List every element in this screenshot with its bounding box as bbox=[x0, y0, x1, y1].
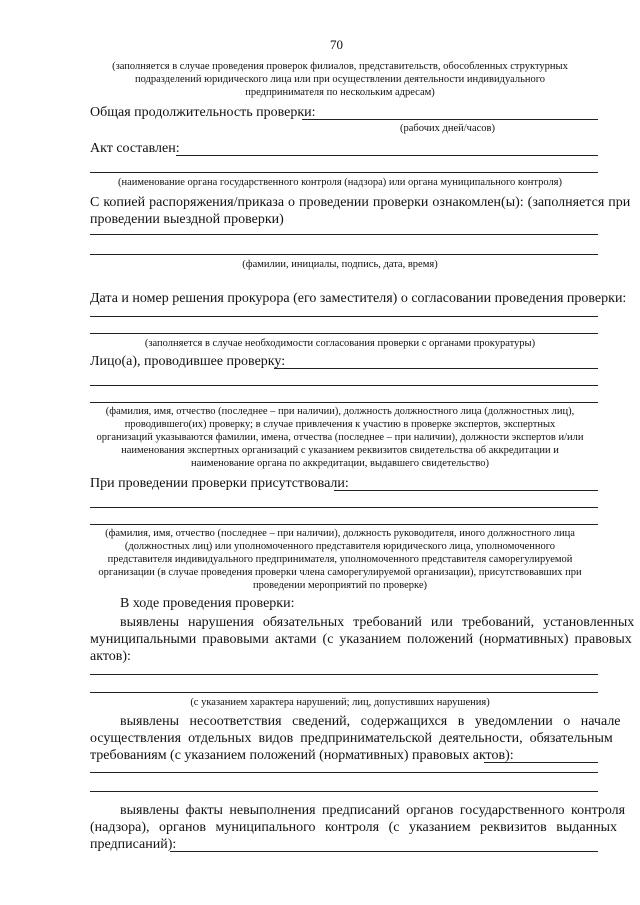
nonexec-text-line-1: выявлены факты невыполнения предписаний органов государственного контроля bbox=[120, 803, 626, 818]
page-number: 70 bbox=[330, 37, 343, 52]
present-label: При проведении проверки присутствовали: bbox=[90, 476, 349, 491]
mismatch-field-line-1 bbox=[484, 762, 598, 763]
duration-caption: (рабочих дней/часов) bbox=[400, 123, 495, 134]
inspector-label: Лицо(а), проводившее проверку: bbox=[90, 354, 286, 369]
during-label: В ходе проведения проверки: bbox=[120, 596, 295, 611]
violations-text-line-2: муниципальными правовыми актами (с указанием положений (нормативных) правовых bbox=[90, 632, 632, 647]
mismatch-field-line-3 bbox=[90, 791, 598, 792]
nonexec-field-line bbox=[170, 851, 598, 852]
mismatch-text-line-1: выявлены несоответствия сведений, содержащихся в уведомлении о начале bbox=[120, 714, 621, 729]
prosecutor-field-line-2 bbox=[90, 333, 598, 334]
violations-field-line-1 bbox=[90, 674, 598, 675]
header-note-line-2: подразделений юридического лица или при осуществлении деятельности индивидуального bbox=[134, 74, 546, 85]
duration-field-line bbox=[302, 119, 598, 120]
violations-text-line-1: выявлены нарушения обязательных требований или требований, установленных bbox=[120, 615, 635, 630]
act-field-line-2 bbox=[90, 172, 598, 173]
act-caption: (наименование органа государственного контроля (надзора) или органа муниципального контроля) bbox=[117, 177, 563, 188]
inspector-field-line-2 bbox=[90, 385, 598, 386]
present-caption-line-4: организации (в случае проведения проверки члена саморегулируемой организации), присутствовавших при bbox=[98, 567, 582, 578]
copy-caption: (фамилии, инициалы, подпись, дата, время) bbox=[242, 259, 438, 270]
copy-field-line-1 bbox=[90, 234, 598, 235]
prosecutor-caption: (заполняется в случае необходимости согласования проверки с органами прокуратуры) bbox=[144, 338, 536, 349]
inspector-field-line-1 bbox=[274, 368, 598, 369]
nonexec-text-line-2: (надзора), органов муниципального контроля (с указанием реквизитов выданных bbox=[90, 820, 617, 835]
nonexec-text-line-3: предписаний): bbox=[90, 837, 177, 852]
copy-field-line-2 bbox=[90, 254, 598, 255]
present-caption-line-1: (фамилия, имя, отчество (последнее – при наличии), должность руководителя, иного должностного лица bbox=[105, 528, 575, 539]
duration-label: Общая продолжительность проверки: bbox=[90, 105, 316, 120]
prosecutor-label: Дата и номер решения прокурора (его заместителя) о согласовании проведения проверки: bbox=[90, 291, 627, 306]
header-note-line-3: предпринимателя по нескольким адресам) bbox=[245, 87, 435, 98]
inspector-field-line-3 bbox=[90, 402, 598, 403]
act-label: Акт составлен: bbox=[90, 141, 180, 156]
mismatch-text-line-2: осуществления отдельных видов предпринимательской деятельности, обязательным bbox=[90, 731, 613, 746]
prosecutor-field-line-1 bbox=[90, 316, 598, 317]
inspector-caption-line-4: наименования экспертных организаций с указанием реквизитов свидетельства об аккредитации и bbox=[121, 445, 559, 456]
violations-field-line-2 bbox=[90, 692, 598, 693]
mismatch-text-line-3: требованиям (с указанием положений (нормативных) правовых актов): bbox=[90, 748, 514, 763]
violations-text-line-3: актов): bbox=[90, 649, 131, 664]
inspector-caption-line-3: организаций указываются фамилии, имена, отчества (последнее – при наличии), должности экспертов и/или bbox=[96, 432, 584, 443]
copy-text-line-2: проведении выездной проверки) bbox=[90, 212, 284, 227]
present-field-line-1 bbox=[334, 490, 598, 491]
header-note-line-1: (заполняется в случае проведения проверок филиалов, представительств, обособленных структурных bbox=[112, 61, 568, 72]
present-field-line-2 bbox=[90, 507, 598, 508]
violations-caption: (с указанием характера нарушений; лиц, допустивших нарушения) bbox=[190, 697, 490, 708]
present-caption-line-2: (должностных лиц) или уполномоченного представителя юридического лица, уполномоченного bbox=[124, 541, 556, 552]
inspector-caption-line-5: наименование органа по аккредитации, выдавшего свидетельство) bbox=[190, 458, 490, 469]
present-caption-line-5: проведении мероприятий по проверке) bbox=[252, 580, 427, 591]
present-field-line-3 bbox=[90, 524, 598, 525]
copy-text-line-1: С копией распоряжения/приказа о проведении проверки ознакомлен(ы): (заполняется при bbox=[90, 195, 631, 210]
act-field-line-1 bbox=[176, 155, 598, 156]
inspector-caption-line-1: (фамилия, имя, отчество (последнее – при наличии), должность должностного лица (должностных лиц), bbox=[105, 406, 575, 417]
inspector-caption-line-2: проводившего(их) проверку; в случае привлечения к участию в проверке экспертов, экспертных bbox=[124, 419, 556, 430]
mismatch-field-line-2 bbox=[90, 772, 598, 773]
present-caption-line-3: представителя индивидуального предпринимателя, уполномоченного представителя саморегулируемой bbox=[107, 554, 573, 565]
